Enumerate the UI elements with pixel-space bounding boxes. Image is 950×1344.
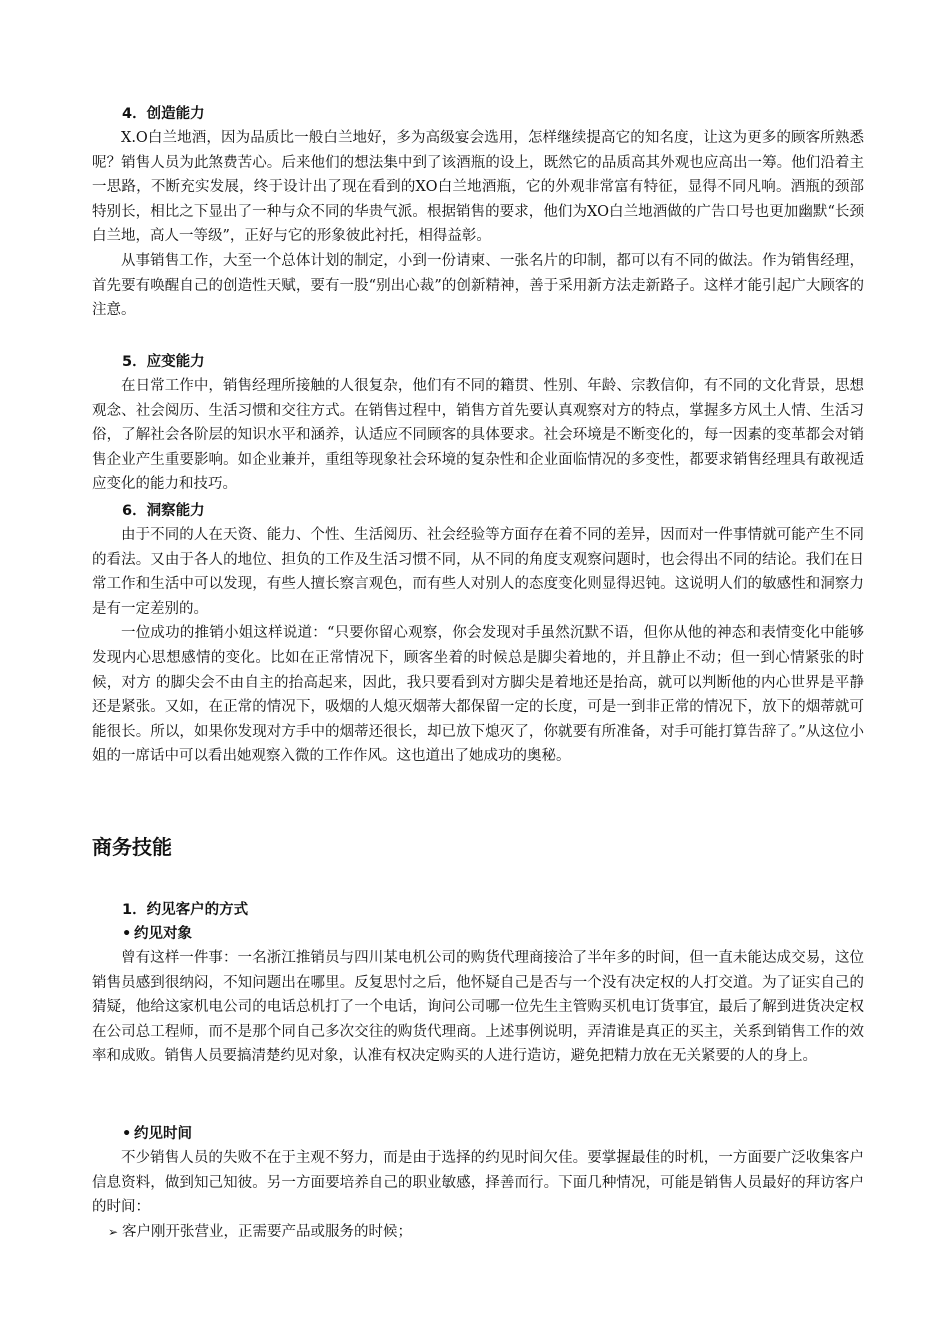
arrow-bullet-icon: ➢ xyxy=(108,1224,119,1239)
section-adaptability xyxy=(92,350,864,497)
bullet-icon: • xyxy=(122,926,132,942)
paragraph: 一位成功的推销小姐这样说道：“只要你留心观察，你会发现对手虽然沉默不语，但你从他的神态和表情变化中能够发现内心思想感情的变化。比如在正常情况下，顾客坐着的时候总是脚尖着地的，并且静止不动；但一到心情紧张的时候，对方 的脚尖会不由自主的抬高起来，因此，我只要看到对方脚尖是着地还是抬高，就可以判断他的内心世界是平静还是紧张。又如，在正常的情况下，吸烟的人熄灭烟蒂大都保留一定的长度，可是一到非正常的情况下，放下的烟蒂就可能很长。所以，如果你发现对方手中的烟蒂还很长，却已放下熄灭了，你就要有所准备，对手可能打算告辞了。”从这位小姐的一席话中可以看出她观察入微的工作作风。这也道出了她成功的奥秘。 xyxy=(92,625,864,765)
heading-creativity: 4．创造能力 xyxy=(122,106,205,122)
paragraph: 在日常工作中，销售经理所接触的人很复杂，他们有不同的籍贯、性别、年龄、宗教信仰，有不同的文化背景，思想观念、社会阅历、生活习惯和交往方式。在销售过程中，销售方首先要认真观察对方的特点，掌握多方风土人情、生活习俗，了解社会各阶层的知识水平和涵养，认适应不同顾客的具体要求。社会环境是不断变化的，每一因素的变革都会对销售企业产生重要影响。如企业兼并，重组等现象社会环境的复杂性和企业面临情况的多变性，都要求销售经理具有敢视适应变化的能力和技巧。 xyxy=(92,378,864,493)
section-creativity xyxy=(92,102,864,323)
heading-insight: 6．洞察能力 xyxy=(122,503,205,519)
paragraph: 从事销售工作，大至一个总体计划的制定，小到一份请柬、一张名片的印制，都可以有不同的做法。作为销售经理，首先要有唤醒自己的创造性天赋，要有一股“别出心裁”的创新精神，善于采用新方法走新路子。这样才能引起广大顾客的注意。 xyxy=(92,252,864,319)
bullet-heading-target: • 约见对象 xyxy=(92,922,864,946)
paragraph: 曾有这样一件事：一名浙江推销员与四川某电机公司的购货代理商接洽了半年多的时间，但一直未能达成交易，这位销售员感到很纳闷，不知问题出在哪里。反复思忖之后，他怀疑自己是否与一个没有决定权的人打交道。为了证实自己的猜疑，他给这家机电公司的电话总机打了一个电话，询问公司哪一位先生主管购买机电订货事宜，最后了解到进货决定权在公司总工程师，而不是那个同自己多次交往的购货代理商。上述事例说明，弄清谁是真正的买主，关系到销售工作的效率和成败。销售人员要搞清楚约见对象，认准有权决定购买的人进行造访，避免把精力放在无关紧要的人的身上。 xyxy=(92,950,864,1065)
section-insight xyxy=(92,499,864,769)
section-business-skills xyxy=(92,832,864,862)
subsection-heading: 1．约见客户的方式 xyxy=(122,902,249,918)
paragraph: 由于不同的人在天资、能力、个性、生活阅历、社会经验等方面存在着不同的差异，因而对一件事情就可能产生不同的看法。又由于各人的地位、担负的工作及生活习惯不同，从不同的角度支观察问题时，也会得出不同的结论。我们在日常工作和生活中可以发现，有些人擅长察言观色，而有些人对别人的态度变化则显得迟钝。这说明人们的敏感性和洞察力是有一定差别的。 xyxy=(92,527,864,617)
section-title: 商务技能 xyxy=(92,835,172,859)
paragraph: X.O白兰地酒，因为品质比一般白兰地好，多为高级宴会选用，怎样继续提高它的知名度，让这为更多的顾客所熟悉呢？销售人员为此煞费苦心。后来他们的想法集中到了该酒瓶的设上，既然它的品质高其外观也应高出一筹。他们沿着主一思路，不断充实发展，终于设计出了现在看到的XO白兰地酒瓶，它的外观非常富有特征，显得不同凡响。酒瓶的颈部特别长，相比之下显出了一种与众不同的华贵气派。根据销售的要求，他们为XO白兰地酒做的广告口号也更加幽默“长颈白兰地，高人一等级”，正好与它的形象彼此衬托，相得益彰。 xyxy=(92,130,864,245)
subsection-appointment-methods xyxy=(92,898,864,1069)
list-item: ➢ 客户刚开张营业，正需要产品或服务的时候； xyxy=(92,1220,864,1244)
heading-adaptability: 5．应变能力 xyxy=(122,354,205,370)
bullet-icon: • xyxy=(122,1126,132,1142)
bullet-heading-time: • 约见时间 xyxy=(92,1122,864,1146)
subsection-appointment-time xyxy=(92,1122,864,1244)
paragraph: 不少销售人员的失败不在于主观不努力，而是由于选择的约见时间欠佳。要掌握最佳的时机，一方面要广泛收集客户信息资料，做到知己知彼。另一方面要培养自己的职业敏感，择善而行。下面几种情况，可能是销售人员最好的拜访客户的时间： xyxy=(92,1150,864,1216)
